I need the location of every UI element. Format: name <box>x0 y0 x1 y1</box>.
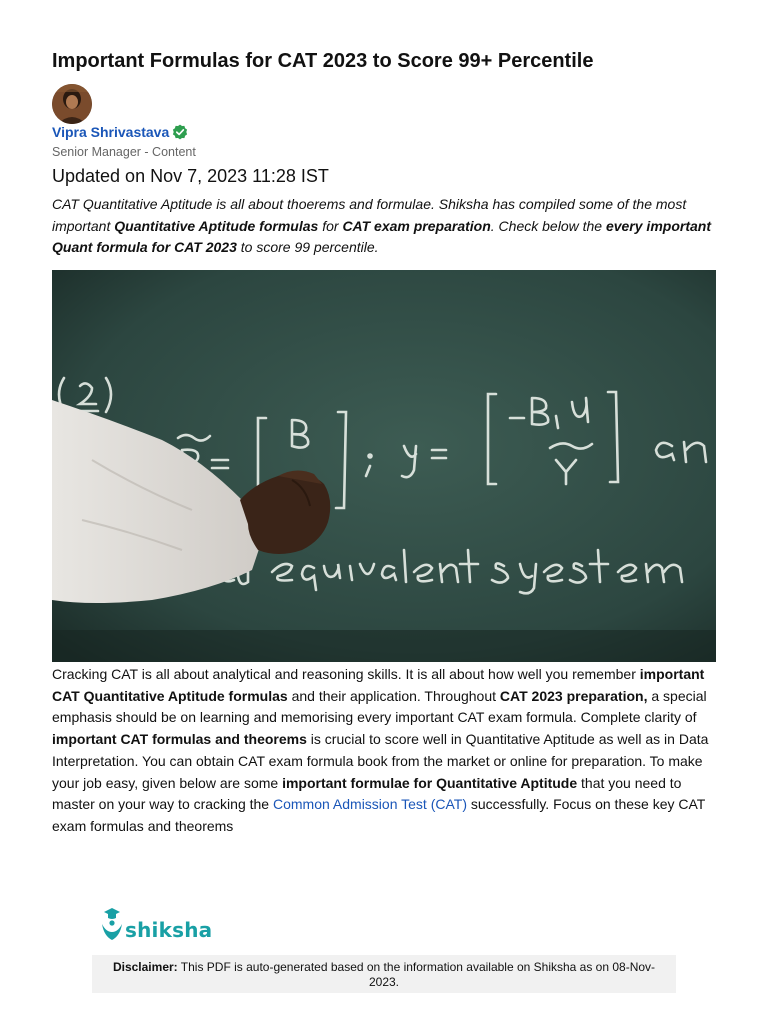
intro-paragraph: CAT Quantitative Aptitude is all about thoerems and formulae. Shiksha has compiled some of the most important Quantitative Aptitude formulas for CAT exam preparation. Check below the every important Quant formula for CAT 2023 to score 99 percentile. <box>52 196 711 255</box>
author-name: Vipra Shrivastava <box>52 124 170 140</box>
disclaimer-text: This PDF is auto-generated based on the information available on Shiksha as on 08-Nov-2023. <box>177 960 656 989</box>
verified-badge-icon <box>172 124 188 140</box>
disclaimer-box <box>92 955 676 993</box>
avatar-image <box>52 84 92 124</box>
chalkboard-photo-icon <box>52 270 716 662</box>
article-title: Important Formulas for CAT 2023 to Score 99+ Percentile <box>52 50 594 72</box>
author-avatar[interactable] <box>52 84 92 124</box>
shiksha-logo[interactable] <box>100 906 212 942</box>
hero-image <box>52 270 716 662</box>
author-role: Senior Manager - Content <box>52 145 196 159</box>
cat-link[interactable]: Common Admission Test (CAT) <box>273 796 467 813</box>
body-paragraph: Cracking CAT is all about analytical and reasoning skills. It is all about how well you remember important CAT Quantitative Aptitude formulas and their application. Throughout CAT 2023 preparation, a special emphasis should be on learning and memorising every important CAT exam formula. Complete clarity of important CAT formulas and theorems is crucial to score well in Quantitative Aptitude as well as in Data Interpretation. You can obtain CAT exam formula book from the market or online for preparation. To make your job easy, given below are some important formulae for Quantitative Aptitude that you need to master on your way to cracking the Common Admission Test (CAT) successfully. Focus on these key CAT exam formulas and theorems <box>52 666 709 834</box>
author-link[interactable] <box>52 124 188 140</box>
logo-text: shiksha <box>125 918 213 942</box>
shiksha-logo-icon <box>100 906 124 942</box>
updated-date: Updated on Nov 7, 2023 11:28 IST <box>52 166 329 186</box>
disclaimer-label: Disclaimer: <box>112 960 178 974</box>
